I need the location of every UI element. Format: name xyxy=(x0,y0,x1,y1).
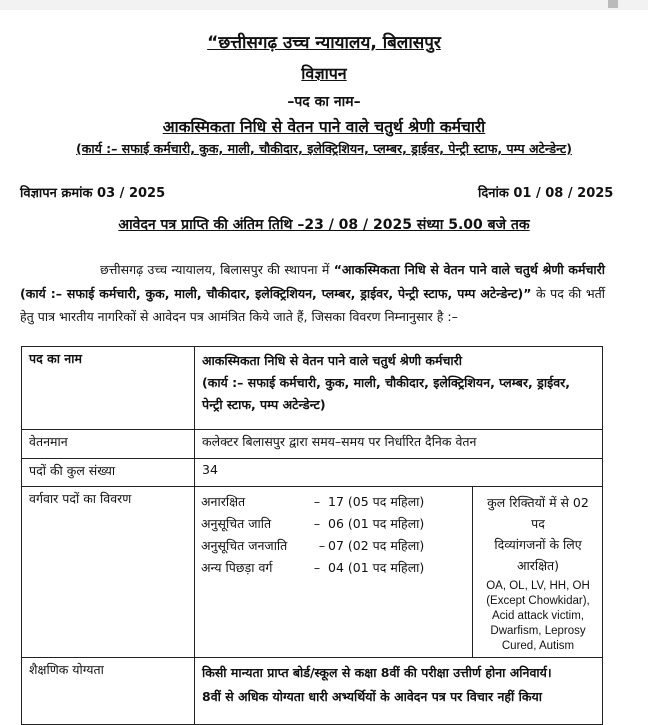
pay-scale-label: वेतनमान xyxy=(22,430,195,459)
category-value xyxy=(195,487,603,658)
category-name: अन्य पिछड़ा वर्ग xyxy=(201,560,273,575)
intro-text-bold: “आकस्मिकता निधि से वेतन पाने वाले चतुर्थ श्रेणी कर्मचारी (कार्य :– सफाई कर्मचारी, कुक, माली, चौकीदार, इलेक्ट्रिशियन, प्लम्बर, ड्राईवर, पेन्ट्री स्टाफ, पम्प अटेन्डेन्ट)” xyxy=(20,262,606,301)
post-duties: (कार्य :– सफाई कर्मचारी, कुक, माली, चौकीदार, इलेक्ट्रिशियन, प्लम्बर, ड्राईवर, पेन्ट्री स्टाफ, पम्प अटेन्डेन्ट) xyxy=(76,141,572,156)
post-name-label: पद का नाम xyxy=(22,347,195,430)
total-posts-label: पदों की कुल संख्या xyxy=(22,459,195,487)
advertisement-date: दिनांक 01 / 08 / 2025 xyxy=(478,186,614,201)
intro-paragraph xyxy=(20,258,605,329)
court-name: “छत्तीसगढ़ उच्च न्यायालय, बिलासपुर xyxy=(207,33,441,53)
category-name: अनुसूचित जाति xyxy=(201,516,272,531)
category-count: 06 (01 पद महिला) xyxy=(328,516,425,531)
post-name-value xyxy=(195,347,603,430)
qualification-line-1: किसी मान्यता प्राप्त बोर्ड/स्कूल से कक्षा 8वीं की परीक्षा उत्तीर्ण होना अनिवार्य। xyxy=(202,665,552,680)
reservation-note xyxy=(473,490,595,654)
total-posts-value: 34 xyxy=(195,459,603,487)
scan-top-edge xyxy=(0,0,648,10)
reservation-line-1: कुल रिक्तियों में से 02 पद xyxy=(487,495,589,531)
category-item: अनुसूचित जाति – 06 (01 पद महिला) xyxy=(201,513,466,535)
scan-mark xyxy=(608,0,618,8)
post-name-heading: –पद का नाम– xyxy=(287,94,361,110)
qualification-label: शैक्षणिक योग्यता xyxy=(22,658,195,725)
table-row-category xyxy=(22,487,603,658)
advertisement-number: विज्ञापन क्रमांक 03 / 2025 xyxy=(20,186,166,201)
intro-text-1: छत्तीसगढ़ उच्च न्यायालय, बिलासपुर की स्थापना में xyxy=(100,262,334,277)
qualification-value xyxy=(195,658,603,725)
category-label: वर्गवार पदों का विवरण xyxy=(22,487,195,658)
category-name: अनारक्षित xyxy=(201,494,246,509)
pay-scale-value: कलेक्टर बिलासपुर द्वारा समय–समय पर निर्धारित दैनिक वेतन xyxy=(195,430,603,459)
post-name-line-2: (कार्य :– सफाई कर्मचारी, कुक, माली, चौकीदार, इलेक्ट्रिशियन, प्लम्बर, ड्राईवर, xyxy=(202,375,571,390)
details-table xyxy=(21,346,603,725)
post-title: आकस्मिकता निधि से वेतन पाने वाले चतुर्थ श्रेणी कर्मचारी xyxy=(162,118,486,136)
qualification-line-2: 8वीं से अधिक योग्यता धारी अभ्यर्थियों के आवेदन पत्र पर विचार नहीं किया xyxy=(202,689,542,704)
category-name: अनुसूचित जनजाति xyxy=(201,538,288,553)
table-row-qualification xyxy=(22,658,603,725)
category-list xyxy=(195,487,473,657)
category-item: अन्य पिछड़ा वर्ग – 04 (01 पद महिला) xyxy=(201,557,466,579)
category-item: अनारक्षित – 17 (05 पद महिला) xyxy=(201,491,466,513)
intro-text-2: के पद की भर्ती हेतु पात्र भारतीय नागरिकों से आवेदन पत्र आमंत्रित किये जाते हैं, जिसका विवरण निम्नानुसार है :– xyxy=(20,285,605,324)
category-count: 07 (02 पद महिला) xyxy=(328,538,425,553)
category-count: 17 (05 पद महिला) xyxy=(328,494,425,509)
application-deadline: आवेदन पत्र प्राप्ति की अंतिम तिथि –23 / 08 / 2025 संध्या 5.00 बजे तक xyxy=(118,217,530,233)
post-name-line-3: पेन्ट्री स्टाफ, पम्प अटेन्डेन्ट) xyxy=(202,397,326,412)
category-item: अनुसूचित जनजाति – 07 (02 पद महिला) xyxy=(201,535,466,557)
category-count: 04 (01 पद महिला) xyxy=(328,560,425,575)
document-type-heading: विज्ञापन xyxy=(301,64,347,83)
reservation-line-2: दिव्यांगजनों के लिए आरक्षित) xyxy=(494,537,582,573)
post-name-line-1: आकस्मिकता निधि से वेतन पाने वाले चतुर्थ श्रेणी कर्मचारी xyxy=(202,353,463,368)
table-row-post-name xyxy=(22,347,603,430)
reservation-detail: OA, OL, LV, HH, OH (Except Chowkidar), Acid attack victim, Dwarfism, Leprosy Cured, Autism xyxy=(486,580,590,652)
table-row-total-posts xyxy=(22,459,603,487)
table-row-pay-scale xyxy=(22,430,603,459)
